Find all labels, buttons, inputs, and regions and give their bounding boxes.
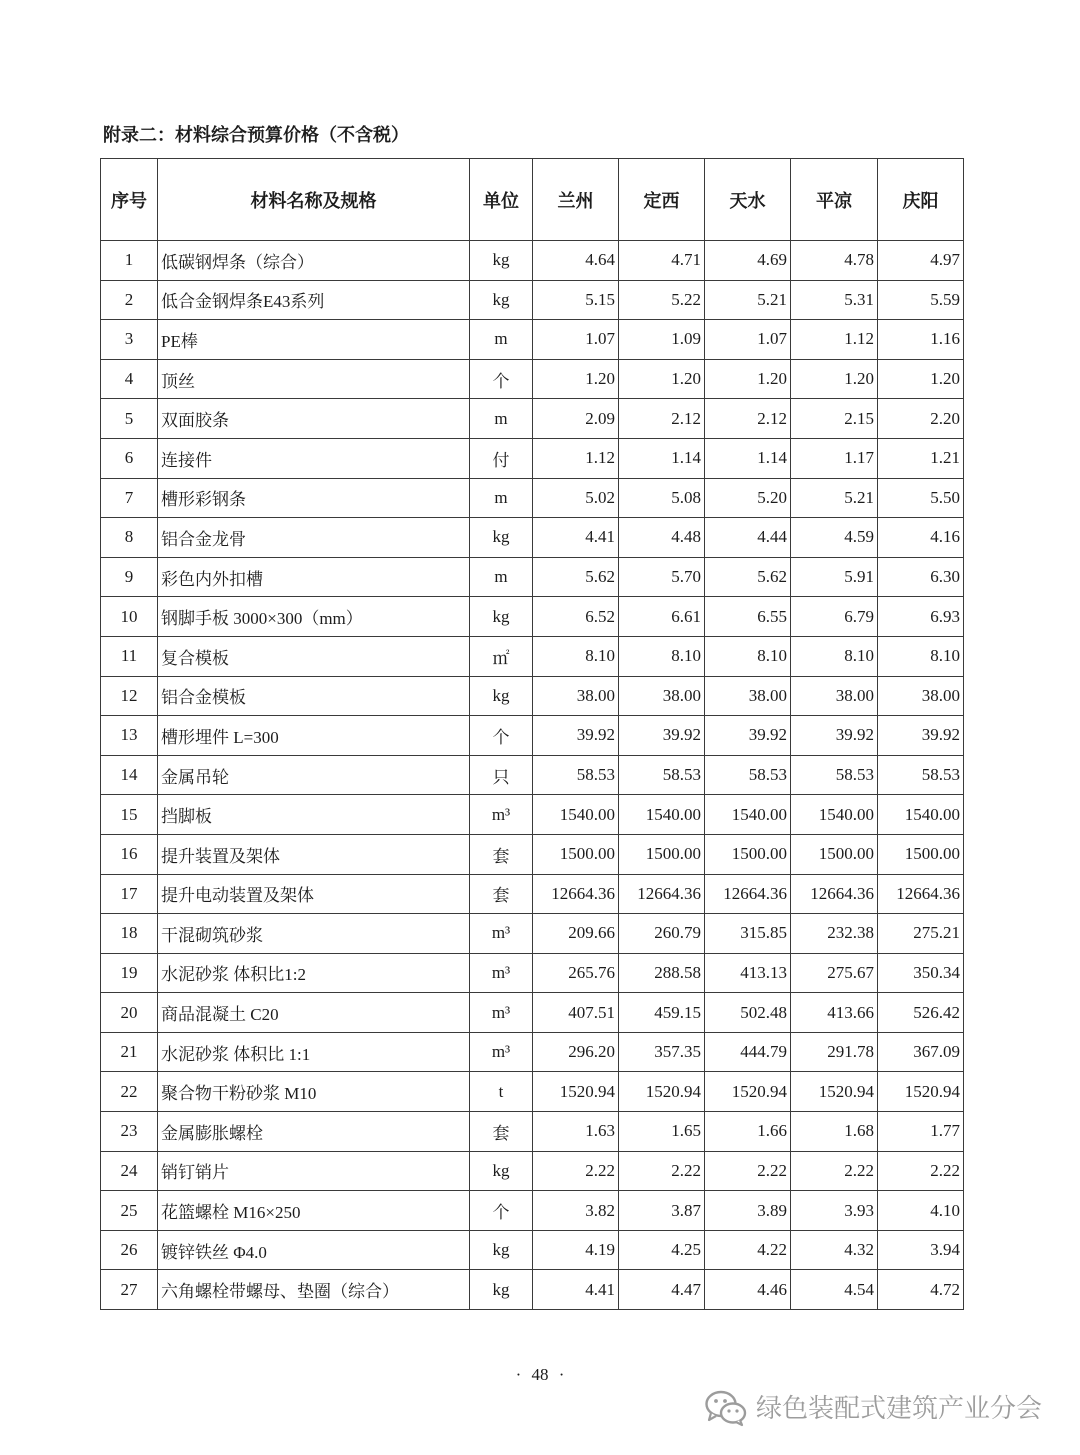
table-row	[101, 1230, 964, 1270]
cell-price-dingxi: 1.09	[619, 320, 705, 360]
cell-material-name: 提升装置及架体	[158, 834, 470, 874]
cell-price-dingxi: 1500.00	[619, 834, 705, 874]
cell-price-qingyang: 6.30	[878, 557, 964, 597]
cell-index: 18	[101, 914, 158, 954]
cell-price-pingliang: 4.78	[791, 241, 878, 281]
cell-price-lanzhou: 5.62	[533, 557, 619, 597]
cell-material-name: 六角螺栓带螺母、垫圈（综合）	[158, 1270, 470, 1310]
cell-price-tianshui: 3.89	[705, 1191, 791, 1231]
cell-price-qingyang: 4.16	[878, 518, 964, 558]
cell-price-lanzhou: 209.66	[533, 914, 619, 954]
cell-price-qingyang: 1.77	[878, 1112, 964, 1152]
cell-price-tianshui: 1.14	[705, 438, 791, 478]
header-index: 序号	[101, 159, 158, 241]
cell-price-qingyang: 5.50	[878, 478, 964, 518]
cell-price-qingyang: 39.92	[878, 716, 964, 756]
table-row	[101, 914, 964, 954]
cell-index: 12	[101, 676, 158, 716]
cell-price-qingyang: 6.93	[878, 597, 964, 637]
cell-price-dingxi: 459.15	[619, 993, 705, 1033]
cell-price-tianshui: 39.92	[705, 716, 791, 756]
cell-material-name: 销钉销片	[158, 1151, 470, 1191]
cell-unit: m³	[470, 993, 533, 1033]
cell-index: 16	[101, 834, 158, 874]
cell-price-pingliang: 3.93	[791, 1191, 878, 1231]
cell-price-dingxi: 38.00	[619, 676, 705, 716]
cell-price-pingliang: 6.79	[791, 597, 878, 637]
table-row	[101, 1112, 964, 1152]
cell-price-pingliang: 39.92	[791, 716, 878, 756]
cell-price-dingxi: 1.14	[619, 438, 705, 478]
cell-price-qingyang: 526.42	[878, 993, 964, 1033]
cell-price-tianshui: 444.79	[705, 1032, 791, 1072]
cell-price-lanzhou: 4.64	[533, 241, 619, 281]
cell-price-dingxi: 1540.00	[619, 795, 705, 835]
cell-price-tianshui: 4.44	[705, 518, 791, 558]
cell-price-pingliang: 1.68	[791, 1112, 878, 1152]
cell-material-name: 商品混凝土 C20	[158, 993, 470, 1033]
cell-price-tianshui: 1.20	[705, 359, 791, 399]
cell-material-name: 花篮螺栓 M16×250	[158, 1191, 470, 1231]
cell-unit: 套	[470, 834, 533, 874]
cell-price-qingyang: 12664.36	[878, 874, 964, 914]
cell-price-tianshui: 5.20	[705, 478, 791, 518]
cell-index: 25	[101, 1191, 158, 1231]
cell-price-lanzhou: 12664.36	[533, 874, 619, 914]
cell-price-pingliang: 4.59	[791, 518, 878, 558]
cell-price-pingliang: 1.17	[791, 438, 878, 478]
cell-unit: m³	[470, 795, 533, 835]
cell-material-name: 水泥砂浆 体积比1:2	[158, 953, 470, 993]
cell-price-dingxi: 4.25	[619, 1230, 705, 1270]
cell-price-dingxi: 5.22	[619, 280, 705, 320]
cell-price-qingyang: 3.94	[878, 1230, 964, 1270]
cell-material-name: 双面胶条	[158, 399, 470, 439]
cell-price-dingxi: 4.71	[619, 241, 705, 281]
cell-price-tianshui: 1520.94	[705, 1072, 791, 1112]
cell-price-qingyang: 275.21	[878, 914, 964, 954]
cell-price-dingxi: 8.10	[619, 636, 705, 676]
cell-price-dingxi: 6.61	[619, 597, 705, 637]
cell-price-qingyang: 38.00	[878, 676, 964, 716]
cell-index: 13	[101, 716, 158, 756]
cell-material-name: 聚合物干粉砂浆 M10	[158, 1072, 470, 1112]
cell-price-pingliang: 1520.94	[791, 1072, 878, 1112]
cell-price-dingxi: 1.65	[619, 1112, 705, 1152]
cell-price-tianshui: 1.07	[705, 320, 791, 360]
cell-index: 23	[101, 1112, 158, 1152]
cell-index: 14	[101, 755, 158, 795]
cell-unit: kg	[470, 597, 533, 637]
cell-material-name: 干混砌筑砂浆	[158, 914, 470, 954]
table-row	[101, 755, 964, 795]
table-row	[101, 280, 964, 320]
cell-price-tianshui: 4.46	[705, 1270, 791, 1310]
cell-unit: 套	[470, 1112, 533, 1152]
cell-index: 4	[101, 359, 158, 399]
cell-price-pingliang: 8.10	[791, 636, 878, 676]
table-row	[101, 993, 964, 1033]
cell-price-lanzhou: 4.41	[533, 1270, 619, 1310]
cell-price-tianshui: 2.12	[705, 399, 791, 439]
cell-index: 20	[101, 993, 158, 1033]
cell-index: 8	[101, 518, 158, 558]
table-row	[101, 557, 964, 597]
page-number: · 48 ·	[515, 1365, 565, 1384]
cell-material-name: 顶丝	[158, 359, 470, 399]
cell-price-pingliang: 2.22	[791, 1151, 878, 1191]
cell-price-tianshui: 38.00	[705, 676, 791, 716]
cell-material-name: 彩色内外扣槽	[158, 557, 470, 597]
cell-material-name: 镀锌铁丝 Φ4.0	[158, 1230, 470, 1270]
cell-index: 2	[101, 280, 158, 320]
cell-price-pingliang: 4.54	[791, 1270, 878, 1310]
cell-price-qingyang: 58.53	[878, 755, 964, 795]
cell-unit: kg	[470, 1270, 533, 1310]
cell-index: 6	[101, 438, 158, 478]
cell-price-lanzhou: 1540.00	[533, 795, 619, 835]
table-row	[101, 1072, 964, 1112]
table-row	[101, 399, 964, 439]
header-tianshui: 天水	[705, 159, 791, 241]
cell-price-lanzhou: 2.22	[533, 1151, 619, 1191]
cell-unit: m	[470, 320, 533, 360]
cell-unit: t	[470, 1072, 533, 1112]
cell-price-pingliang: 275.67	[791, 953, 878, 993]
cell-material-name: 钢脚手板 3000×300（mm）	[158, 597, 470, 637]
cell-price-qingyang: 4.10	[878, 1191, 964, 1231]
header-pingliang: 平凉	[791, 159, 878, 241]
cell-index: 3	[101, 320, 158, 360]
cell-index: 15	[101, 795, 158, 835]
table-row	[101, 241, 964, 281]
cell-price-qingyang: 1.21	[878, 438, 964, 478]
cell-price-lanzhou: 407.51	[533, 993, 619, 1033]
cell-material-name: 金属吊轮	[158, 755, 470, 795]
material-price-table	[100, 158, 964, 1310]
cell-unit: m³	[470, 953, 533, 993]
cell-material-name: 低合金钢焊条E43系列	[158, 280, 470, 320]
cell-unit: kg	[470, 280, 533, 320]
cell-index: 19	[101, 953, 158, 993]
cell-price-lanzhou: 4.19	[533, 1230, 619, 1270]
cell-unit: m	[470, 478, 533, 518]
cell-price-tianshui: 5.21	[705, 280, 791, 320]
cell-price-pingliang: 1.20	[791, 359, 878, 399]
cell-unit: 个	[470, 716, 533, 756]
table-row	[101, 438, 964, 478]
cell-material-name: 槽形埋件 L=300	[158, 716, 470, 756]
cell-price-tianshui: 1540.00	[705, 795, 791, 835]
cell-index: 5	[101, 399, 158, 439]
cell-material-name: 连接件	[158, 438, 470, 478]
cell-index: 22	[101, 1072, 158, 1112]
table-header	[101, 159, 964, 241]
cell-unit: 付	[470, 438, 533, 478]
wechat-icon	[704, 1389, 748, 1427]
cell-index: 17	[101, 874, 158, 914]
table-row	[101, 1270, 964, 1310]
cell-price-tianshui: 6.55	[705, 597, 791, 637]
header-dingxi: 定西	[619, 159, 705, 241]
cell-index: 21	[101, 1032, 158, 1072]
table-header-row	[101, 159, 964, 241]
cell-index: 9	[101, 557, 158, 597]
table-row	[101, 359, 964, 399]
cell-price-pingliang: 5.21	[791, 478, 878, 518]
cell-price-tianshui: 315.85	[705, 914, 791, 954]
header-unit: 单位	[470, 159, 533, 241]
cell-price-pingliang: 232.38	[791, 914, 878, 954]
header-material-name: 材料名称及规格	[158, 159, 470, 241]
cell-material-name: 提升电动装置及架体	[158, 874, 470, 914]
cell-price-pingliang: 4.32	[791, 1230, 878, 1270]
cell-price-lanzhou: 1.12	[533, 438, 619, 478]
cell-price-tianshui: 4.22	[705, 1230, 791, 1270]
cell-price-dingxi: 2.12	[619, 399, 705, 439]
cell-price-qingyang: 1540.00	[878, 795, 964, 835]
cell-price-lanzhou: 1520.94	[533, 1072, 619, 1112]
cell-material-name: 铝合金龙骨	[158, 518, 470, 558]
cell-price-dingxi: 5.08	[619, 478, 705, 518]
cell-price-dingxi: 39.92	[619, 716, 705, 756]
cell-index: 26	[101, 1230, 158, 1270]
cell-unit: 个	[470, 359, 533, 399]
cell-price-tianshui: 2.22	[705, 1151, 791, 1191]
cell-index: 11	[101, 636, 158, 676]
cell-unit: 个	[470, 1191, 533, 1231]
cell-price-pingliang: 38.00	[791, 676, 878, 716]
cell-price-lanzhou: 2.09	[533, 399, 619, 439]
page-title: 附录二：材料综合预算价格（不含税）	[103, 125, 409, 145]
cell-price-dingxi: 58.53	[619, 755, 705, 795]
cell-price-pingliang: 1540.00	[791, 795, 878, 835]
cell-price-tianshui: 502.48	[705, 993, 791, 1033]
cell-unit: kg	[470, 1151, 533, 1191]
watermark-text: 绿色装配式建筑产业分会	[756, 1393, 1043, 1423]
cell-price-lanzhou: 296.20	[533, 1032, 619, 1072]
table-row	[101, 953, 964, 993]
cell-price-dingxi: 3.87	[619, 1191, 705, 1231]
cell-material-name: 槽形彩钢条	[158, 478, 470, 518]
table-row	[101, 636, 964, 676]
cell-price-dingxi: 5.70	[619, 557, 705, 597]
table-row	[101, 1151, 964, 1191]
table-row	[101, 320, 964, 360]
cell-material-name: 低碳钢焊条（综合）	[158, 241, 470, 281]
cell-price-pingliang: 413.66	[791, 993, 878, 1033]
cell-price-qingyang: 4.72	[878, 1270, 964, 1310]
cell-price-lanzhou: 1.20	[533, 359, 619, 399]
cell-price-dingxi: 288.58	[619, 953, 705, 993]
cell-price-dingxi: 12664.36	[619, 874, 705, 914]
cell-unit: kg	[470, 676, 533, 716]
cell-material-name: 金属膨胀螺栓	[158, 1112, 470, 1152]
cell-price-lanzhou: 58.53	[533, 755, 619, 795]
cell-price-dingxi: 4.47	[619, 1270, 705, 1310]
cell-material-name: 铝合金模板	[158, 676, 470, 716]
cell-unit: m	[470, 557, 533, 597]
cell-price-qingyang: 2.20	[878, 399, 964, 439]
cell-price-lanzhou: 4.41	[533, 518, 619, 558]
table-row	[101, 676, 964, 716]
cell-price-dingxi: 2.22	[619, 1151, 705, 1191]
cell-price-lanzhou: 5.15	[533, 280, 619, 320]
cell-price-dingxi: 357.35	[619, 1032, 705, 1072]
cell-price-qingyang: 1.16	[878, 320, 964, 360]
cell-unit: ㎡	[470, 636, 533, 676]
cell-price-pingliang: 291.78	[791, 1032, 878, 1072]
cell-price-lanzhou: 3.82	[533, 1191, 619, 1231]
cell-price-pingliang: 2.15	[791, 399, 878, 439]
cell-index: 10	[101, 597, 158, 637]
cell-price-qingyang: 4.97	[878, 241, 964, 281]
cell-index: 24	[101, 1151, 158, 1191]
table-row	[101, 716, 964, 756]
cell-unit: 套	[470, 874, 533, 914]
cell-price-tianshui: 1500.00	[705, 834, 791, 874]
cell-price-pingliang: 1500.00	[791, 834, 878, 874]
cell-price-tianshui: 5.62	[705, 557, 791, 597]
cell-price-lanzhou: 38.00	[533, 676, 619, 716]
cell-unit: kg	[470, 1230, 533, 1270]
cell-price-dingxi: 4.48	[619, 518, 705, 558]
table-row	[101, 518, 964, 558]
cell-price-pingliang: 1.12	[791, 320, 878, 360]
cell-material-name: PE棒	[158, 320, 470, 360]
cell-price-pingliang: 12664.36	[791, 874, 878, 914]
cell-unit: 只	[470, 755, 533, 795]
cell-price-lanzhou: 265.76	[533, 953, 619, 993]
cell-price-lanzhou: 8.10	[533, 636, 619, 676]
header-lanzhou: 兰州	[533, 159, 619, 241]
table-row	[101, 1191, 964, 1231]
cell-price-qingyang: 1520.94	[878, 1072, 964, 1112]
cell-price-lanzhou: 1500.00	[533, 834, 619, 874]
cell-price-qingyang: 5.59	[878, 280, 964, 320]
cell-material-name: 水泥砂浆 体积比 1:1	[158, 1032, 470, 1072]
cell-price-lanzhou: 1.07	[533, 320, 619, 360]
cell-price-qingyang: 1.20	[878, 359, 964, 399]
cell-price-tianshui: 8.10	[705, 636, 791, 676]
cell-price-dingxi: 1.20	[619, 359, 705, 399]
watermark	[704, 1388, 1042, 1428]
cell-price-tianshui: 1.66	[705, 1112, 791, 1152]
cell-price-qingyang: 350.34	[878, 953, 964, 993]
cell-unit: m³	[470, 914, 533, 954]
cell-price-tianshui: 12664.36	[705, 874, 791, 914]
cell-price-qingyang: 1500.00	[878, 834, 964, 874]
table-row	[101, 1032, 964, 1072]
cell-price-lanzhou: 39.92	[533, 716, 619, 756]
cell-price-qingyang: 367.09	[878, 1032, 964, 1072]
table-body	[101, 241, 964, 1310]
cell-index: 7	[101, 478, 158, 518]
cell-price-pingliang: 5.31	[791, 280, 878, 320]
cell-index: 27	[101, 1270, 158, 1310]
cell-price-tianshui: 413.13	[705, 953, 791, 993]
cell-price-tianshui: 58.53	[705, 755, 791, 795]
cell-unit: m³	[470, 1032, 533, 1072]
cell-index: 1	[101, 241, 158, 281]
cell-price-qingyang: 8.10	[878, 636, 964, 676]
cell-price-dingxi: 1520.94	[619, 1072, 705, 1112]
cell-material-name: 复合模板	[158, 636, 470, 676]
cell-price-lanzhou: 6.52	[533, 597, 619, 637]
cell-price-pingliang: 5.91	[791, 557, 878, 597]
cell-unit: kg	[470, 518, 533, 558]
cell-price-lanzhou: 1.63	[533, 1112, 619, 1152]
table-row	[101, 478, 964, 518]
cell-price-qingyang: 2.22	[878, 1151, 964, 1191]
table-row	[101, 834, 964, 874]
cell-material-name: 挡脚板	[158, 795, 470, 835]
cell-unit: kg	[470, 241, 533, 281]
table-row	[101, 597, 964, 637]
cell-price-lanzhou: 5.02	[533, 478, 619, 518]
cell-unit: m	[470, 399, 533, 439]
table-row	[101, 795, 964, 835]
cell-price-tianshui: 4.69	[705, 241, 791, 281]
cell-price-pingliang: 58.53	[791, 755, 878, 795]
cell-price-dingxi: 260.79	[619, 914, 705, 954]
header-qingyang: 庆阳	[878, 159, 964, 241]
table-row	[101, 874, 964, 914]
